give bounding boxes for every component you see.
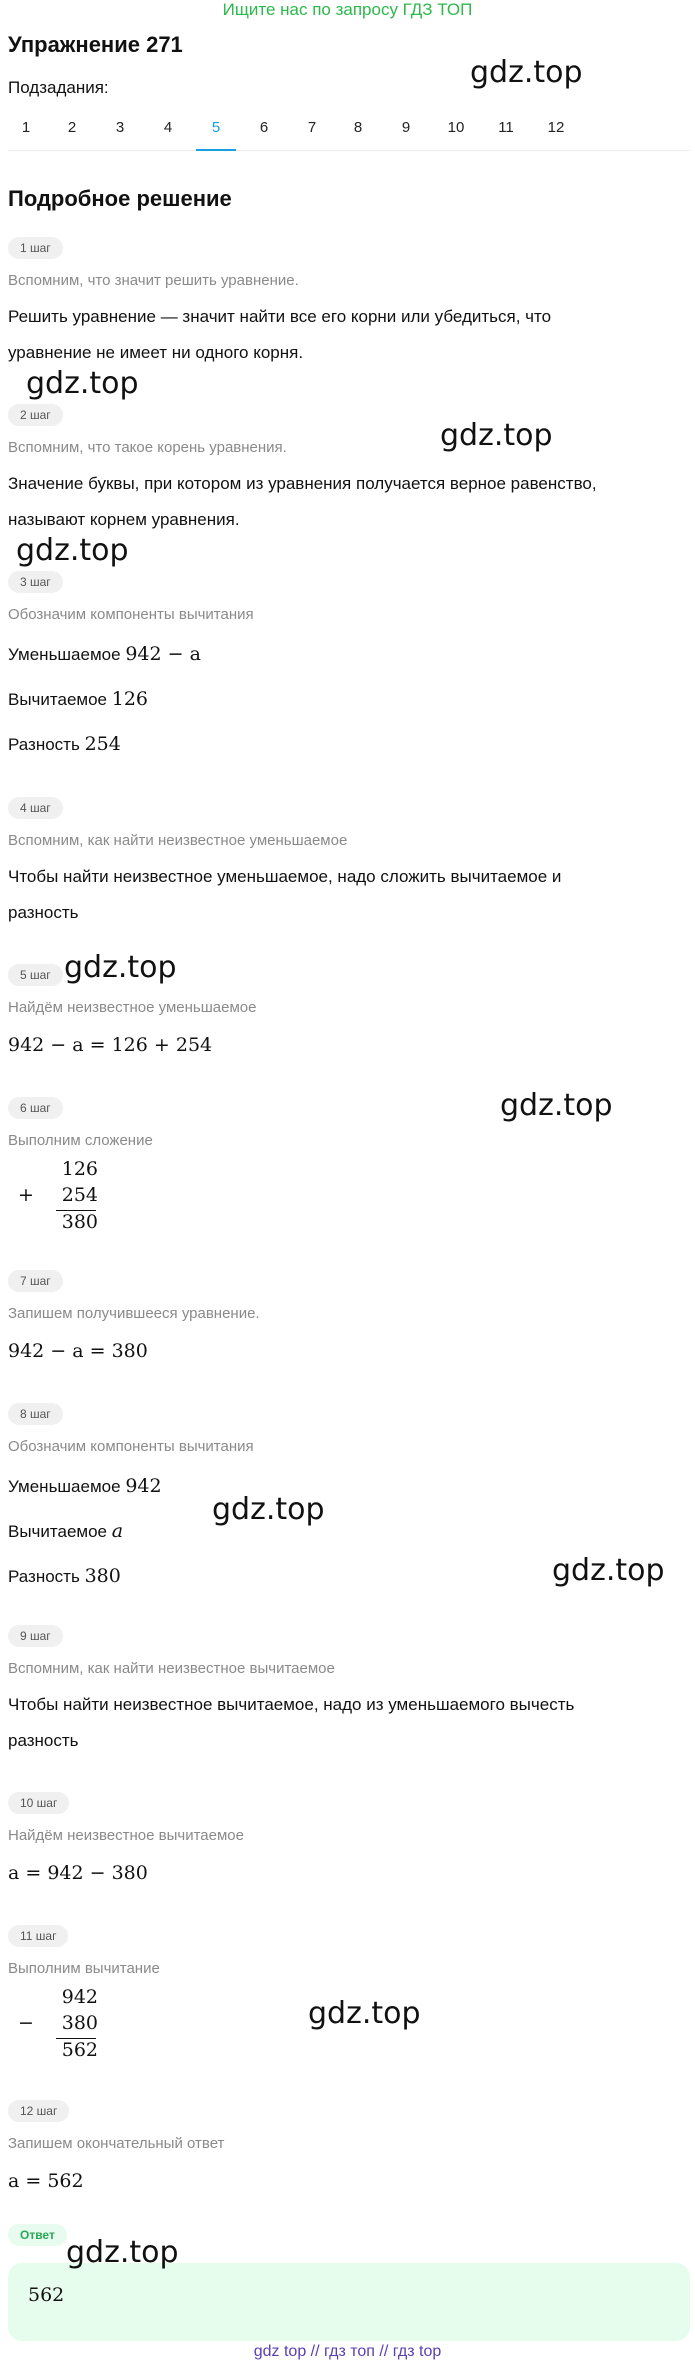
watermark: gdz.top (66, 2235, 179, 2270)
footer-link[interactable]: гдз top (392, 2343, 442, 2360)
subtask-tabs (8, 112, 690, 151)
label: Разность (8, 1567, 80, 1586)
step-text: уравнение не имеет ни одного корня. (8, 343, 304, 362)
footer-separator: // (310, 2343, 320, 2360)
answer-box (8, 2263, 690, 2341)
step-chip: 11 шаг (8, 1925, 68, 1947)
result: 380 (61, 1211, 98, 1233)
step-chip: 7 шаг (8, 1270, 63, 1292)
tab-6[interactable]: 6 (259, 119, 269, 136)
step-chip: 1 шаг (8, 237, 63, 259)
step-text: Чтобы найти неизвестное вычитаемое, надо из уменьшаемого вычесть (8, 1695, 575, 1714)
tab-9[interactable]: 9 (401, 119, 411, 136)
tab-2[interactable]: 2 (67, 119, 77, 136)
tab-3[interactable]: 3 (115, 119, 125, 136)
footer-links (0, 2340, 695, 2364)
step-hint: Обозначим компоненты вычитания (8, 606, 254, 623)
watermark: gdz.top (212, 1492, 325, 1527)
step-chip: 5 шаг (8, 964, 63, 986)
watermark: gdz.top (64, 950, 177, 985)
search-banner: Ищите нас по запросу ГДЗ ТОП (222, 0, 473, 19)
math: 942 (125, 1475, 162, 1497)
footer-separator: // (379, 2343, 389, 2360)
tab-4[interactable]: 4 (163, 119, 173, 136)
label: Вычитаемое (8, 1522, 108, 1541)
step-text: разность (8, 903, 79, 922)
answer-value: 562 (28, 2284, 65, 2306)
step-chip: 4 шаг (8, 797, 63, 819)
watermark: gdz.top (470, 55, 583, 90)
step-hint: Вспомним, как найти неизвестное уменьшаемое (8, 832, 348, 849)
step-hint: Выполним сложение (8, 1132, 153, 1149)
step-chip: 2 шаг (8, 404, 63, 426)
watermark: gdz.top (26, 366, 139, 401)
math: a (111, 1520, 124, 1542)
page-title: Упражнение 271 (8, 32, 183, 57)
column-addition (8, 1158, 128, 1240)
equation: a = 562 (8, 2170, 84, 2192)
step-text: Решить уравнение — значит найти все его корни или убедиться, что (8, 307, 552, 326)
step-hint: Обозначим компоненты вычитания (8, 1438, 254, 1455)
operand: 942 (61, 1986, 98, 2008)
math: 942 − a (125, 643, 201, 665)
equation: 942 − a = 380 (8, 1340, 148, 1362)
plus-sign: + (18, 1184, 34, 1206)
operand: 126 (61, 1158, 98, 1180)
step-text: Значение буквы, при котором из уравнения получается верное равенство, (8, 474, 597, 493)
operand: 254 (61, 1184, 98, 1206)
step-chip: 9 шаг (8, 1625, 63, 1647)
tab-1[interactable]: 1 (21, 119, 31, 136)
watermark: gdz.top (308, 1996, 421, 2031)
tab-5[interactable]: 5 (196, 112, 236, 151)
label: Вычитаемое (8, 690, 108, 709)
step-hint: Выполним вычитание (8, 1960, 160, 1977)
subtasks-label: Подзадания: (8, 78, 109, 97)
step-line (8, 726, 678, 763)
step-text: называют корнем уравнения. (8, 510, 240, 529)
step-hint: Найдём неизвестное уменьшаемое (8, 999, 257, 1016)
math: 254 (84, 733, 121, 755)
watermark: gdz.top (552, 1553, 665, 1588)
label: Разность (8, 735, 80, 754)
tab-8[interactable]: 8 (353, 119, 363, 136)
section-title: Подробное решение (8, 186, 232, 211)
watermark: gdz.top (16, 533, 129, 568)
step-chip: 3 шаг (8, 571, 63, 593)
label: Уменьшаемое (8, 1477, 121, 1496)
footer-link[interactable]: gdz top (253, 2343, 307, 2360)
step-hint: Запишем окончательный ответ (8, 2135, 225, 2152)
step-hint: Вспомним, как найти неизвестное вычитаемое (8, 1660, 335, 1677)
tab-10[interactable]: 10 (447, 119, 465, 136)
step-line (8, 1513, 678, 1550)
step-hint: Запишем получившееся уравнение. (8, 1305, 260, 1322)
step-text: разность (8, 1731, 79, 1750)
operand: 380 (61, 2012, 98, 2034)
answer-chip: Ответ (8, 2224, 67, 2246)
step-chip: 8 шаг (8, 1403, 63, 1425)
step-chip: 10 шаг (8, 1792, 69, 1814)
math: 380 (84, 1565, 121, 1587)
step-text: Чтобы найти неизвестное уменьшаемое, надо сложить вычитаемое и (8, 867, 562, 886)
math: 126 (111, 688, 149, 710)
step-line (8, 681, 678, 718)
minus-sign: − (18, 2012, 34, 2034)
tab-12[interactable]: 12 (547, 119, 565, 136)
result: 562 (61, 2039, 98, 2061)
step-hint: Вспомним, что значит решить уравнение. (8, 272, 299, 289)
step-line (8, 636, 678, 673)
step-line (8, 1468, 678, 1505)
step-chip: 12 шаг (8, 2100, 69, 2122)
footer-link[interactable]: гдз топ (324, 2343, 375, 2360)
tab-11[interactable]: 11 (498, 119, 514, 136)
step-chip: 6 шаг (8, 1097, 63, 1119)
label: Уменьшаемое (8, 645, 121, 664)
watermark: gdz.top (500, 1088, 613, 1123)
watermark: gdz.top (440, 418, 553, 453)
step-hint: Вспомним, что такое корень уравнения. (8, 439, 287, 456)
step-hint: Найдём неизвестное вычитаемое (8, 1827, 244, 1844)
tab-7[interactable]: 7 (307, 119, 317, 136)
equation: 942 − a = 126 + 254 (8, 1034, 213, 1056)
equation: a = 942 − 380 (8, 1862, 148, 1884)
column-subtraction (8, 1986, 128, 2068)
